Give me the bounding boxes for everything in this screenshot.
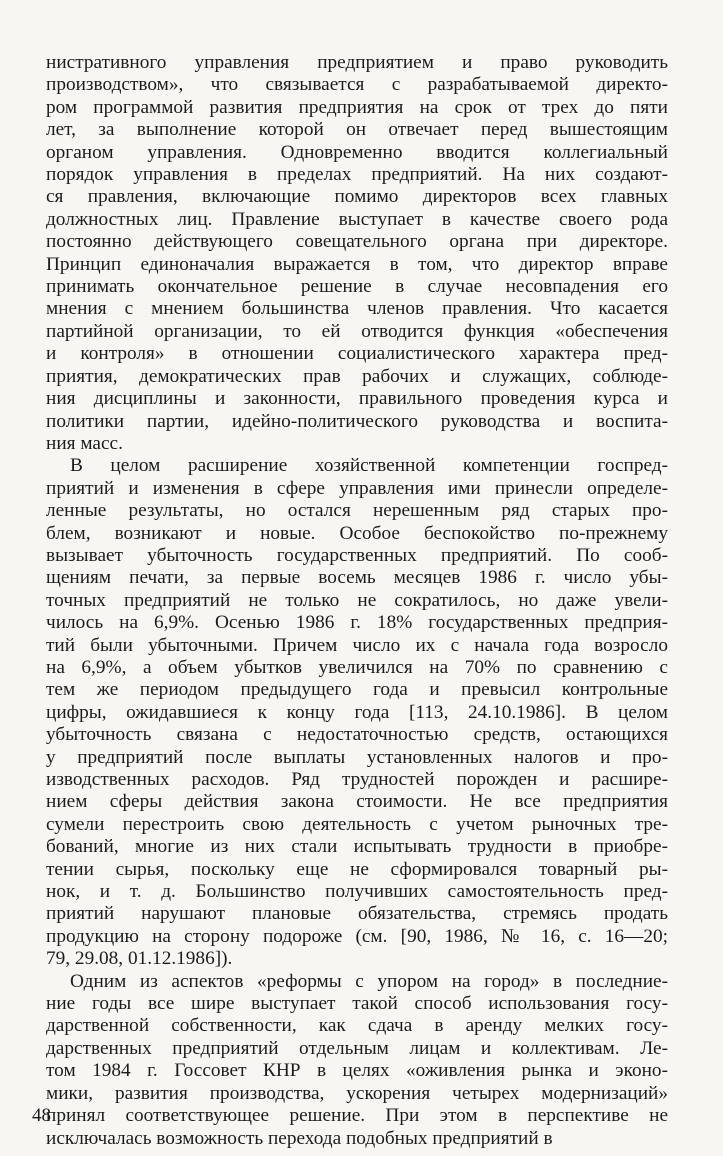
text-line: изводственных расходов. Ряд трудностей порожден и расшире-: [46, 769, 668, 790]
text-line: ния масс.: [46, 432, 123, 454]
text-line: цифры, ожидавшиеся к концу года [113, 24.10.1986]. В целом: [46, 701, 668, 723]
text-line: политики партии, идейно-политического руководства и воспита-: [46, 410, 668, 432]
text-line: сумели перестроить свою деятельность с учетом рыночных тре-: [46, 813, 668, 835]
text-line: дарственной собственности, как сдача в аренду мелких госу-: [46, 1015, 668, 1037]
text-line: нистративного управления предприятием и право руководить: [46, 52, 668, 73]
text-line: ние годы все шире выступает такой способ использования госу-: [46, 993, 668, 1015]
text-line: тем же периодом предыдущего года и превысил контрольные: [46, 679, 668, 701]
text-line: В целом расширение хозяйственной компетенции госпред-: [70, 455, 668, 477]
text-line: щениям печати, за первые восемь месяцев 1986 г. число убы-: [46, 567, 668, 589]
text-line: тении сырья, поскольку еще не сформировался товарный ры-: [46, 858, 668, 880]
text-line: точных предприятий не только не сократилось, но даже увели-: [46, 589, 668, 611]
page-number: 48: [32, 1105, 51, 1126]
text-line: дарственных предприятий отдельным лицам и коллективам. Ле-: [46, 1037, 668, 1059]
text-line: Принцип единоначалия выражается в том, что директор вправе: [46, 253, 668, 275]
text-line: убыточность связана с недостаточностью средств, остающихся: [46, 724, 668, 746]
text-line: у предприятий после выплаты установленных налогов и про-: [46, 746, 668, 768]
text-line: вызывает убыточность государственных предприятий. По сооб-: [46, 544, 668, 566]
text-line: на 6,9%, а объем убытков увеличился на 70% по сравнению с: [46, 656, 668, 678]
text-line: ния дисциплины и законности, правильного проведения курса и: [46, 388, 668, 410]
text-line: чилось на 6,9%. Осенью 1986 г. 18% государственных предприя-: [46, 612, 668, 634]
paragraph-3: [46, 971, 668, 1150]
text-line: продукцию на сторону подороже (см. [90, 1986, № 16, с. 16—20;: [46, 925, 668, 947]
text-line: приятий и изменения в сфере управления ими принесли определе-: [46, 477, 668, 499]
paragraph-1: [46, 52, 668, 455]
text-line: бований, многие из них стали испытывать трудности в приобре-: [46, 836, 668, 858]
text-line: ленные результаты, но остался нерешенным ряд старых про-: [46, 500, 668, 522]
text-line: том 1984 г. Госсовет КНР в целях «оживления рынка и эконо-: [46, 1060, 668, 1082]
text-line: Одним из аспектов «реформы с упором на город» в последние-: [70, 970, 668, 992]
text-line: органом управления. Одновременно вводится коллегиальный: [46, 141, 668, 163]
text-line: приятия, демократических прав рабочих и служащих, соблюде-: [46, 365, 668, 387]
text-line: и контроля» в отношении социалистического характера пред-: [46, 343, 668, 365]
text-line: производством», что связывается с разрабатываемой директо-: [46, 74, 668, 96]
text-line: партийной организации, то ей отводится функция «обеспечения: [46, 320, 668, 342]
text-line: ся правления, включающие помимо директоров всех главных: [46, 186, 668, 208]
text-line: исключалась возможность перехода подобных предприятий в: [46, 1127, 553, 1149]
text-line: должностных лиц. Правление выступает в качестве своего рода: [46, 208, 668, 230]
text-line: ром программой развития предприятия на срок от трех до пяти: [46, 96, 668, 118]
text-line: лет, за выполнение которой он отвечает перед вышестоящим: [46, 119, 668, 141]
text-line: 79, 29.08, 01.12.1986]).: [46, 948, 233, 970]
text-line: принимать окончательное решение в случае несовпадения его: [46, 276, 668, 298]
text-line: нок, и т. д. Большинство получивших самостоятельность пред-: [46, 881, 668, 903]
text-line: постоянно действующего совещательного органа при директоре.: [46, 231, 668, 253]
text-line: порядок управления в пределах предприятий. На них создают-: [46, 164, 668, 186]
text-line: мнения с мнением большинства членов правления. Что касается: [46, 298, 668, 320]
text-line: принял соответствующее решение. При этом в перспективе не: [46, 1105, 668, 1127]
paragraph-2: [46, 455, 668, 970]
text-line: мики, развития производства, ускорения четырех модернизаций»: [46, 1082, 668, 1104]
text-line: приятий нарушают плановые обязательства, стремясь продать: [46, 903, 668, 925]
page-body: [46, 52, 668, 1150]
text-line: блем, возникают и новые. Особое беспокойство по-прежнему: [46, 522, 668, 544]
text-line: тий были убыточными. Причем число их с начала года возросло: [46, 634, 668, 656]
text-line: нием сферы действия закона стоимости. Не все предприятия: [46, 791, 668, 813]
